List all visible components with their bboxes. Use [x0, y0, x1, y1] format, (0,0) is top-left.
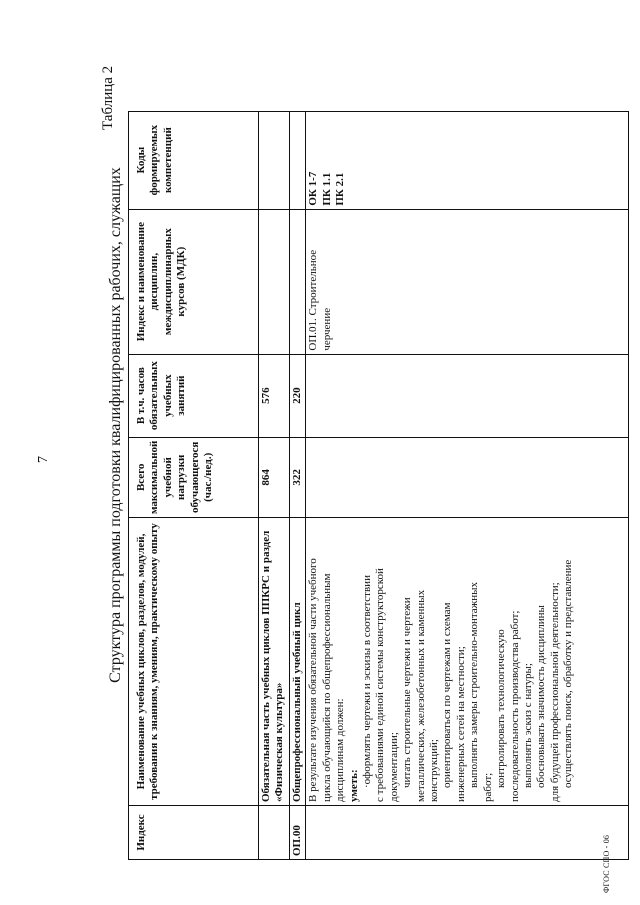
requirement-line: конструкций;	[428, 739, 441, 802]
table-label: Таблица 2	[100, 65, 116, 130]
requirement-line: металлических, железобетонных и каменных	[414, 589, 427, 802]
header-row	[129, 111, 259, 859]
cell-empty	[306, 354, 629, 437]
cell-empty	[290, 209, 306, 354]
op-name: Общепрофессиональный учебный цикл	[290, 518, 306, 806]
competence-code: ПК 1.1	[320, 172, 333, 206]
requirement-line: ориентироваться по чертежам и схемам	[441, 602, 454, 788]
op01-requirements	[306, 518, 629, 806]
requirement-line: В результате изучения обязательной части учебного	[307, 558, 320, 802]
requirement-line: контролировать технологическую	[495, 629, 508, 788]
page-number: 7	[36, 456, 51, 463]
requirement-line: выполнять замеры строительно-монтажных	[468, 581, 481, 788]
header-mandatory: В т.ч. часов обязательных учебных занятий	[129, 354, 259, 437]
header-discipline: Индекс и наименование дисциплин, междисциплинарных курсов (МДК)	[129, 209, 259, 354]
document-title: Структура программы подготовки квалифицированных рабочих, служащих	[107, 167, 124, 683]
requirement-line: читать строительные чертежи и чертежи	[401, 597, 414, 788]
requirement-line: с требованиями единой системы конструкторской	[374, 568, 387, 802]
cell-empty	[259, 209, 290, 354]
requirement-line: последовательность производства работ;	[508, 610, 521, 802]
requirement-line: ·оформлять чертежи и эскизы в соответствии	[361, 575, 374, 788]
structure-table	[128, 111, 629, 860]
op-index: ОП.00	[290, 806, 306, 860]
op01-discipline: ОП.01. Строительное черчение	[306, 209, 629, 354]
op-max-load: 322	[290, 437, 306, 517]
requirement-line: обосновывать значимость дисциплины	[535, 605, 548, 788]
header-name: Наименование учебных циклов, разделов, модулей, требования к знаниям, умениям, практическому опыту	[129, 518, 259, 806]
requirement-line: цикла обучающийся по общепрофессиональным	[320, 573, 333, 802]
table-row-op01	[306, 111, 629, 859]
cell-empty	[290, 111, 306, 209]
requirement-line: для будущей профессиональной деятельности;	[548, 582, 561, 802]
table-row-mandatory-part	[259, 111, 290, 859]
competence-code: ОК 1-7	[307, 171, 320, 206]
cell-empty	[259, 806, 290, 860]
op-hours: 220	[290, 354, 306, 437]
requirement-line: уметь:	[347, 769, 360, 802]
mandatory-part-name: Обязательная часть учебных циклов ППКРС и раздел «Физическая культура»	[259, 518, 290, 806]
requirement-line: работ;	[481, 772, 494, 802]
competence-code: ПК 2.1	[334, 172, 347, 206]
header-index: Индекс	[129, 806, 259, 860]
requirement-line: документации;	[387, 732, 400, 802]
cell-empty	[259, 111, 290, 209]
cell-empty	[306, 437, 629, 517]
requirement-line: выполнять эскиз с натуры;	[521, 663, 534, 788]
requirement-line: осуществлять поиск, обработку и представление	[562, 559, 575, 788]
requirement-line: дисциплинам должен:	[334, 698, 347, 802]
header-max-load: Всего максимальной учебной нагрузки обучающегося (час./нед.)	[129, 437, 259, 517]
header-codes: Коды формируемых компетенций	[129, 111, 259, 209]
footer-code: ФГОС СПО - 06	[602, 834, 611, 893]
cell-empty	[306, 806, 629, 860]
table-row-op	[290, 111, 306, 859]
requirement-line: инженерных сетей на местности;	[454, 646, 467, 802]
mandatory-part-max-load: 864	[259, 437, 290, 517]
mandatory-part-hours: 576	[259, 354, 290, 437]
op01-codes	[306, 111, 629, 209]
